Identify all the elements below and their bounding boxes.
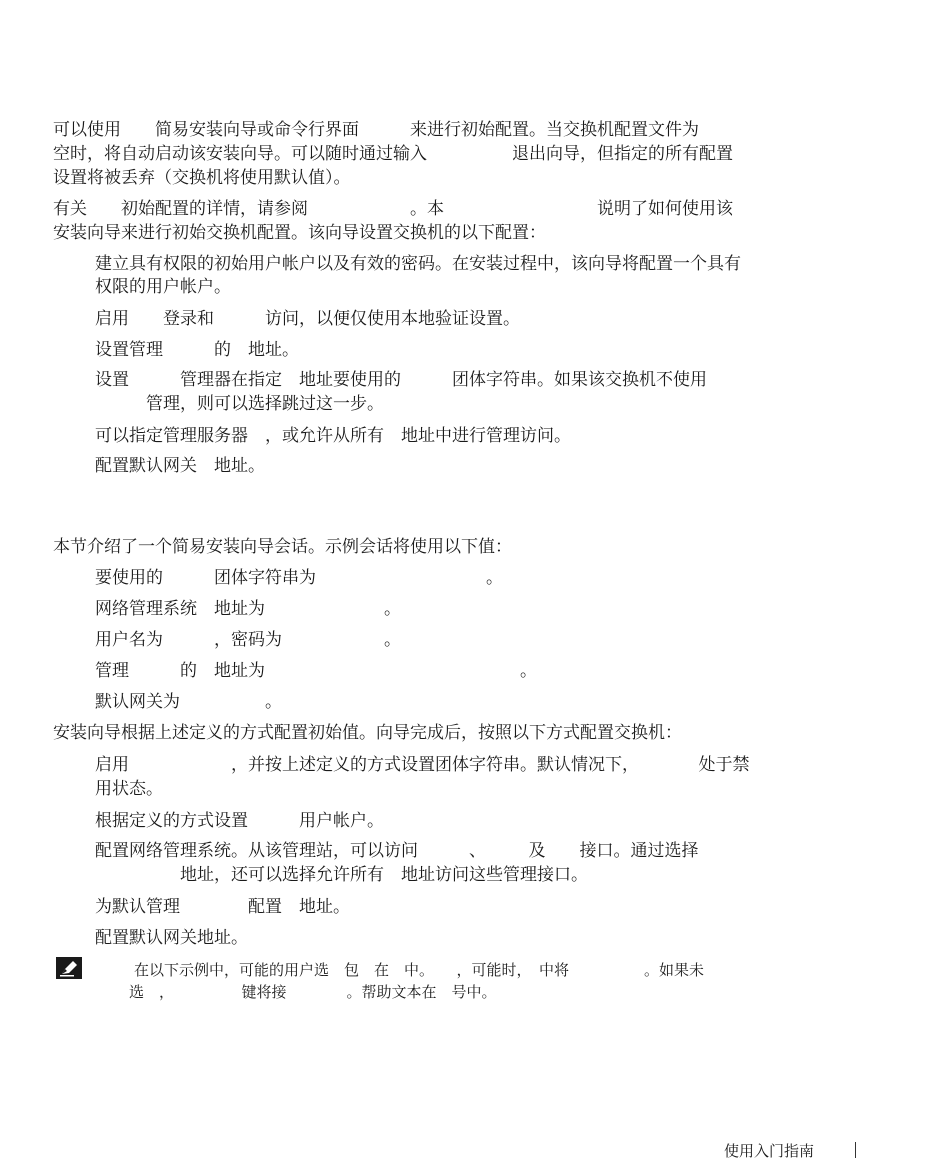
after-intro: 安装向导根据上述定义的方式配置初始值。向导完成后，按照以下方式配置交换机： [53,723,682,743]
wizard-item-1-cont: 权限的用户帐户。 [95,277,231,297]
after-item-4: 为默认管理 配置 地址。 [95,897,350,917]
wizard-item-5: 可以指定管理服务器 ，或允许从所有 地址中进行管理访问。 [95,426,571,446]
wizard-item-6: 配置默认网关 地址。 [95,456,265,476]
wizard-item-2: 启用 登录和 访问，以便仅使用本地验证设置。 [95,309,520,329]
after-item-3-cont: 地址，还可以选择允许所有 地址访问这些管理接口。 [95,865,588,885]
intro-line-2: 空时，将自动启动该安装向导。可以随时通过输入 退出向导，但指定的所有配置 [53,144,733,164]
para2-line-1: 有关 初始配置的详情，请参阅 。本 说明了如何使用该 [53,199,733,219]
after-item-3: 配置网络管理系统。从该管理站，可以访问 、 及 接口。通过选择 [95,841,699,861]
intro-line-1: 可以使用 简易安装向导或命令行界面 来进行初始配置。当交换机配置文件为 [53,120,699,140]
note-pencil-icon [56,957,82,979]
wizard-item-4: 设置 管理器在指定 地址要使用的 团体字符串。如果该交换机不使用 [95,370,707,390]
after-item-1: 启用 ，并按上述定义的方式设置团体字符串。默认情况下， 处于禁 [95,755,750,775]
session-value-5: 默认网关为 。 [95,692,282,712]
intro-line-3: 设置将被丢弃（交换机将使用默认值）。 [53,168,351,188]
after-item-1-cont: 用状态。 [95,779,163,799]
note-line-1: 在以下示例中，可能的用户选 包 在 中。 ，可能时， 中将 。如果未 [134,961,705,979]
note-line-2: 选 ， 键将接 。帮助文本在 号中。 [129,983,497,1001]
session-value-1: 要使用的 团体字符串为 。 [95,568,503,588]
session-intro: 本节介绍了一个简易安装向导会话。示例会话将使用以下值： [53,537,512,557]
session-value-4: 管理 的 地址为 。 [95,661,537,681]
wizard-item-4-cont: 管理，则可以选择跳过这一步。 [95,394,384,414]
wizard-item-1: 建立具有权限的初始用户帐户以及有效的密码。在安装过程中，该向导将配置一个具有 [95,254,741,274]
session-value-2: 网络管理系统 地址为 。 [95,599,401,619]
session-value-3: 用户名为 ，密码为 。 [95,630,401,650]
wizard-item-3: 设置管理 的 地址。 [95,340,299,360]
after-item-2: 根据定义的方式设置 用户帐户。 [95,811,384,831]
footer-divider [855,1142,856,1158]
footer-title: 使用入门指南 [724,1142,815,1160]
para2-line-2: 安装向导来进行初始交换机配置。该向导设置交换机的以下配置： [53,223,546,243]
after-item-5: 配置默认网关地址。 [95,928,248,948]
